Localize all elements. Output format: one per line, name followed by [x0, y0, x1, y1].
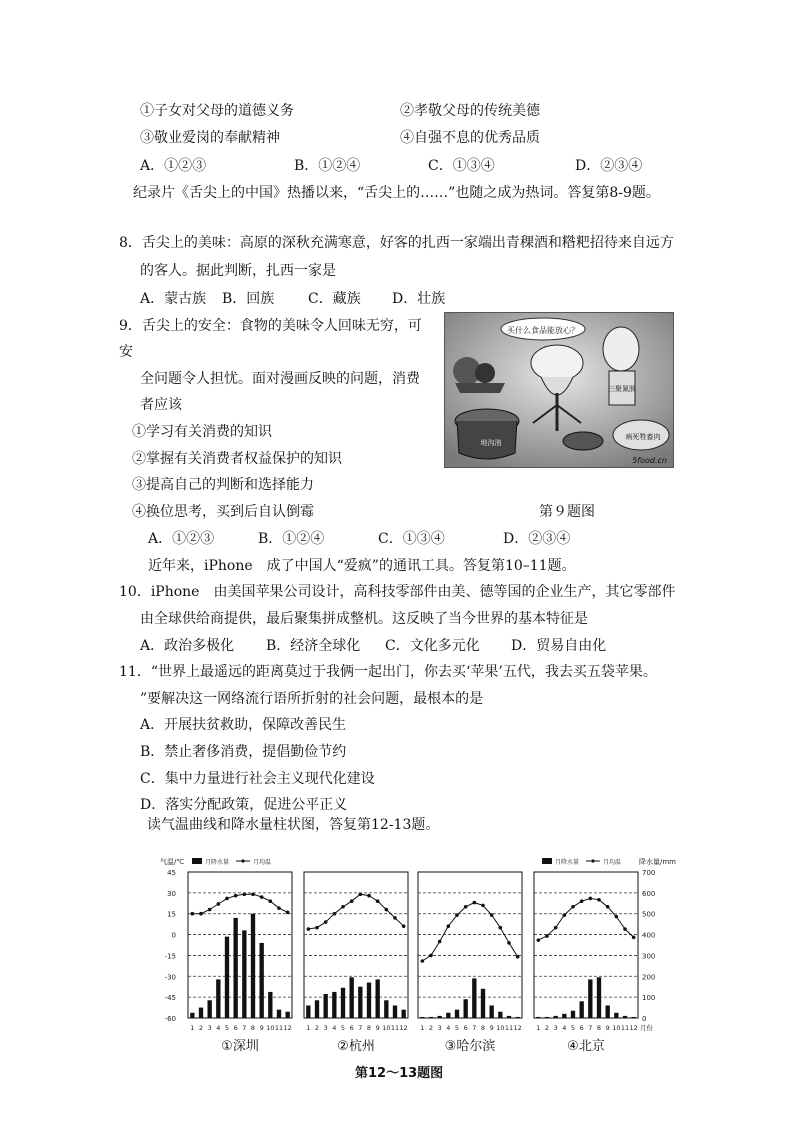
month-tick-label: 8 — [366, 1024, 372, 1032]
temperature-point — [438, 940, 442, 944]
temperature-point — [447, 924, 451, 928]
temperature-point — [260, 895, 264, 899]
intro-10-11: 近年来，iPhone 成了中国人“爱疯”的通讯工具。答复第10–11题。 — [148, 558, 576, 574]
q7-option-b: B．①②④ — [294, 158, 361, 174]
temperature-point — [563, 913, 567, 917]
precip-bar — [234, 918, 238, 1018]
precip-bar — [350, 977, 354, 1018]
precip-bar — [588, 979, 592, 1018]
precip-bar — [402, 1010, 406, 1018]
precip-tick-label: 600 — [642, 889, 656, 898]
temperature-point — [429, 954, 433, 958]
precip-bar — [367, 983, 371, 1018]
precip-bar — [384, 1000, 388, 1018]
precip-bar — [190, 1013, 194, 1018]
precip-bar — [455, 1010, 459, 1018]
temperature-point — [208, 908, 212, 912]
q10-option-b: B．经济全球化 — [266, 638, 361, 654]
precip-tick-label: 200 — [642, 973, 656, 982]
precip-axis-label: 降水量/mm — [639, 858, 676, 866]
month-tick-label: 9 — [259, 1024, 264, 1032]
month-tick-label: 8 — [596, 1024, 602, 1032]
precip-bar — [358, 987, 362, 1018]
temperature-point — [359, 892, 363, 896]
q11-option-b: B．禁止奢侈消费，提倡勤俭节约 — [140, 744, 347, 760]
month-tick-label: 6 — [349, 1024, 354, 1032]
temperature-point — [402, 924, 406, 928]
temperature-point — [490, 913, 494, 917]
q9-text-1b: 安 — [119, 344, 133, 360]
legend-line-label: 月均温 — [603, 859, 622, 866]
temperature-point — [464, 905, 468, 909]
temperature-point — [571, 905, 575, 909]
precip-bar — [306, 1005, 310, 1018]
q9-option-d: D．②③④ — [503, 531, 571, 547]
precip-tick-label: 400 — [642, 931, 656, 940]
temperature-point — [623, 927, 627, 931]
month-tick-label: 4 — [562, 1024, 567, 1032]
precip-bar — [580, 1001, 584, 1018]
precip-bar — [277, 1010, 281, 1018]
precip-bar — [632, 1017, 636, 1018]
temperature-line — [422, 903, 517, 961]
temperature-point — [606, 905, 610, 909]
temperature-point — [225, 897, 229, 901]
q9-statement-1: ①学习有关消费的知识 — [132, 424, 272, 440]
precip-bar — [464, 999, 468, 1018]
precip-bar — [490, 1005, 494, 1018]
temp-tick-label: -45 — [164, 994, 176, 1003]
month-tick-label: 3 — [437, 1024, 442, 1032]
temperature-point — [315, 926, 319, 930]
month-tick-label: 3 — [207, 1024, 212, 1032]
month-tick-label: 5 — [340, 1024, 346, 1032]
legend-bar-swatch — [542, 858, 552, 864]
q10-option-d: D．贸易自由化 — [511, 638, 607, 654]
temp-tick-label: -15 — [164, 952, 176, 961]
q9-text-1: 9．舌尖上的安全：食物的美味令人回味无穷，可 — [119, 318, 422, 334]
month-tick-label: 9 — [605, 1024, 610, 1032]
month-tick-label: 1 — [536, 1024, 541, 1032]
temperature-point — [481, 904, 485, 908]
q9-option-b: B．①②④ — [258, 531, 325, 547]
chart-title: ③哈尔滨 — [444, 1039, 496, 1054]
q11-text-1: 11．“世界上最遥远的距离莫过于我俩一起出门，你去买‘苹果’五代，我去买五袋苹果。 — [119, 664, 657, 680]
temperature-point — [324, 920, 328, 924]
month-tick-label: 11 — [620, 1024, 630, 1032]
month-tick-label: 9 — [375, 1024, 380, 1032]
q11-option-c: C．集中力量进行社会主义现代化建设 — [140, 771, 375, 787]
month-tick-label: 11 — [390, 1024, 400, 1032]
month-tick-label: 4 — [332, 1024, 337, 1032]
cartoon-label-oil: 地沟油 — [480, 439, 502, 447]
temp-tick-label: -60 — [164, 1015, 176, 1023]
temperature-point — [393, 916, 397, 920]
chart-title: ④北京 — [567, 1039, 605, 1054]
precip-bar — [242, 930, 246, 1018]
month-tick-label: 8 — [480, 1024, 486, 1032]
month-tick-label: 2 — [198, 1024, 204, 1032]
q9-statement-2: ②掌握有关消费者权益保护的知识 — [132, 451, 342, 467]
q9-option-a: A．①②③ — [148, 531, 215, 547]
temperature-point — [251, 892, 255, 896]
q10-option-a: A．政治多极化 — [140, 638, 235, 654]
precip-bar — [376, 979, 380, 1018]
temp-axis-label: 气温/℃ — [160, 858, 185, 866]
cartoon-drawing — [445, 313, 673, 467]
month-tick-label: 7 — [242, 1024, 247, 1032]
chart-frame — [304, 872, 408, 1018]
month-tick-label: 1 — [306, 1024, 311, 1032]
month-tick-label: 10 — [382, 1024, 391, 1032]
cartoon-label-meat: 病死牲畜肉 — [625, 433, 661, 441]
q9-statement-4: ④换位思考，买到后自认倒霉 — [132, 504, 314, 520]
month-tick-label: 7 — [588, 1024, 593, 1032]
temperature-point — [269, 899, 273, 903]
precip-bar — [507, 1016, 511, 1018]
temperature-point — [199, 912, 203, 916]
temperature-point — [499, 926, 503, 930]
cartoon-label-melamine: 三聚氰胺 — [608, 385, 636, 393]
temperature-line — [308, 894, 403, 929]
temperature-point — [421, 959, 425, 963]
precip-bar — [472, 978, 476, 1018]
legend-bar-label: 月降水量 — [555, 859, 580, 866]
q7-option-c: C．①③④ — [428, 158, 495, 174]
q9-option-c: C．①③④ — [378, 531, 445, 547]
chart-frame — [534, 872, 638, 1018]
month-tick-label: 2 — [544, 1024, 550, 1032]
intro-8-9: 纪录片《舌尖上的中国》热播以来，“舌尖上的……”也随之成为热词。答复第8-9题。 — [133, 185, 660, 201]
temperature-point — [191, 912, 195, 916]
month-tick-label: 9 — [489, 1024, 494, 1032]
chart-frame — [418, 872, 522, 1018]
temp-tick-label: 30 — [167, 889, 176, 898]
q8-text-2: 的客人。据此判断，扎西一家是 — [140, 263, 336, 279]
q7-option-d: D．②③④ — [575, 158, 643, 174]
precip-bar — [429, 1017, 433, 1018]
temp-tick-label: 0 — [171, 931, 176, 940]
month-tick-label: 12 — [399, 1024, 408, 1032]
month-tick-label: 6 — [233, 1024, 238, 1032]
precip-bar — [498, 1012, 502, 1018]
temperature-point — [615, 915, 619, 919]
month-tick-label: 10 — [266, 1024, 275, 1032]
month-tick-label: 11 — [274, 1024, 284, 1032]
precip-bar — [536, 1017, 540, 1018]
precip-bar — [286, 1012, 290, 1018]
precip-bar — [341, 988, 345, 1018]
month-tick-label: 7 — [472, 1024, 477, 1032]
temperature-point — [350, 899, 354, 903]
cartoon-watermark: 5food.cn — [632, 456, 667, 465]
temperature-line — [192, 894, 287, 914]
q7-option-a: A．①②③ — [140, 158, 207, 174]
precip-bar — [216, 979, 220, 1018]
q9-statement-3: ③提高自己的判断和选择能力 — [132, 477, 314, 493]
temperature-point — [385, 908, 389, 912]
q9-figure-label: 第９题图 — [539, 504, 595, 520]
temperature-point — [632, 936, 636, 940]
precip-bar — [199, 1008, 203, 1018]
precip-bar — [438, 1016, 442, 1018]
month-tick-label: 8 — [250, 1024, 256, 1032]
legend-line-label: 月均温 — [253, 859, 272, 866]
chart-title: ①深圳 — [221, 1039, 259, 1054]
month-tick-label: 4 — [216, 1024, 221, 1032]
month-tick-label: 7 — [358, 1024, 363, 1032]
q11-option-d: D．落实分配政策，促进公平正义 — [140, 797, 348, 813]
temperature-point — [597, 898, 601, 902]
q11-option-a: A．开展扶贫救助，保障改善民生 — [140, 717, 347, 733]
month-tick-label: 10 — [612, 1024, 621, 1032]
temperature-point — [277, 906, 281, 910]
precip-bar — [554, 1016, 558, 1018]
precip-tick-label: 100 — [642, 994, 656, 1003]
precip-bar — [446, 1013, 450, 1018]
temperature-point — [234, 894, 238, 898]
q8-option-a: A．蒙古族 — [140, 291, 207, 307]
month-tick-label: 12 — [283, 1024, 292, 1032]
temperature-point — [580, 899, 584, 903]
chart-title: ②杭州 — [337, 1039, 375, 1054]
temperature-point — [286, 911, 290, 915]
q9-text-2: 全问题令人担忧。面对漫画反映的问题，消费 — [140, 371, 420, 387]
q10-text-2: 由全球供给商提供，最后聚集拼成整机。这反映了当今世界的基本特征是 — [140, 611, 588, 627]
precip-bar — [545, 1017, 549, 1018]
precip-bar — [571, 1011, 575, 1018]
precip-bar — [420, 1017, 424, 1018]
temperature-point — [507, 941, 511, 945]
precip-tick-label: 0 — [642, 1015, 647, 1023]
temperature-point — [516, 955, 520, 959]
temperature-point — [367, 894, 371, 898]
chart-frame — [188, 872, 292, 1018]
month-tick-label: 12 — [629, 1024, 638, 1032]
month-tick-label: 2 — [314, 1024, 320, 1032]
q7-statement-4: ④自强不息的优秀品质 — [400, 130, 540, 146]
q9-text-3: 者应该 — [140, 397, 182, 413]
precip-bar — [315, 1000, 319, 1018]
precip-bar — [481, 989, 485, 1018]
month-tick-label: 3 — [323, 1024, 328, 1032]
legend-line-marker — [591, 859, 594, 862]
precip-bar — [251, 914, 255, 1018]
month-tick-label: 1 — [420, 1024, 425, 1032]
precip-bar — [268, 992, 272, 1018]
legend-bar-label: 月降水量 — [205, 859, 230, 866]
temperature-point — [589, 897, 593, 901]
precip-bar — [606, 1005, 610, 1018]
temp-tick-label: -30 — [164, 973, 176, 982]
temperature-point — [217, 902, 221, 906]
month-tick-label: 11 — [504, 1024, 514, 1032]
precip-bar — [332, 992, 336, 1018]
figure-caption: 第12～13题图 — [355, 1066, 444, 1081]
precip-tick-label: 300 — [642, 952, 656, 961]
temperature-point — [307, 927, 311, 931]
food-safety-cartoon — [444, 312, 674, 468]
temperature-line — [538, 898, 633, 940]
precip-bar — [260, 943, 264, 1018]
legend-bar-swatch — [192, 858, 202, 864]
precip-bar — [516, 1017, 520, 1018]
precip-tick-label: 700 — [642, 869, 656, 877]
q8-option-d: D．壮族 — [392, 291, 446, 307]
q8-option-c: C．藏族 — [308, 291, 361, 307]
month-tick-label: 5 — [570, 1024, 576, 1032]
q11-text-2: ”要解决这一网络流行语所折射的社会问题，最根本的是 — [140, 691, 484, 707]
temperature-point — [537, 938, 541, 942]
legend-line-marker — [241, 859, 244, 862]
month-tick-label: 4 — [446, 1024, 451, 1032]
precip-bar — [393, 1005, 397, 1018]
temperature-point — [243, 892, 247, 896]
month-tick-label: 3 — [553, 1024, 558, 1032]
q8-option-b: B．回族 — [222, 291, 275, 307]
month-tick-label: 6 — [579, 1024, 584, 1032]
intro-12-13: 读气温曲线和降水量柱状图，答复第12-13题。 — [147, 817, 440, 833]
q10-option-c: C．文化多元化 — [385, 638, 480, 654]
temperature-point — [333, 912, 337, 916]
temperature-point — [455, 913, 459, 917]
temperature-point — [376, 899, 380, 903]
temperature-point — [473, 901, 477, 905]
cartoon-bubble-text: 买什么食品能放心？ — [507, 326, 579, 335]
q10-text-1: 10．iPhone 由美国苹果公司设计，高科技零部件由美、德等国的企业生产，其它零部件 — [119, 584, 676, 600]
precip-bar — [623, 1016, 627, 1018]
q7-statement-2: ②孝敬父母的传统美德 — [400, 103, 540, 119]
temp-tick-label: 45 — [167, 869, 176, 877]
month-tick-label: 12 — [513, 1024, 522, 1032]
month-axis-label: 月份 — [640, 1024, 653, 1032]
q8-text-1: 8．舌尖上的美味：高原的深秋充满寒意，好客的扎西一家端出青稞酒和糌粑招待来自远方 — [119, 235, 674, 251]
month-tick-label: 10 — [496, 1024, 505, 1032]
precip-bar — [225, 937, 229, 1018]
q7-statement-3: ③敬业爱岗的奉献精神 — [140, 130, 280, 146]
month-tick-label: 6 — [463, 1024, 468, 1032]
month-tick-label: 5 — [454, 1024, 460, 1032]
month-tick-label: 5 — [224, 1024, 230, 1032]
precip-bar — [597, 977, 601, 1018]
temperature-point — [341, 905, 345, 909]
precip-bar — [324, 994, 328, 1018]
precip-bar — [614, 1013, 618, 1018]
q7-statement-1: ①子女对父母的道德义务 — [140, 103, 294, 119]
precip-tick-label: 500 — [642, 910, 656, 919]
precip-bar — [562, 1014, 566, 1018]
temperature-point — [545, 934, 549, 938]
temp-tick-label: 15 — [167, 910, 176, 919]
precip-bar — [208, 1000, 212, 1018]
month-tick-label: 2 — [428, 1024, 434, 1032]
temperature-point — [554, 926, 558, 930]
month-tick-label: 1 — [190, 1024, 195, 1032]
